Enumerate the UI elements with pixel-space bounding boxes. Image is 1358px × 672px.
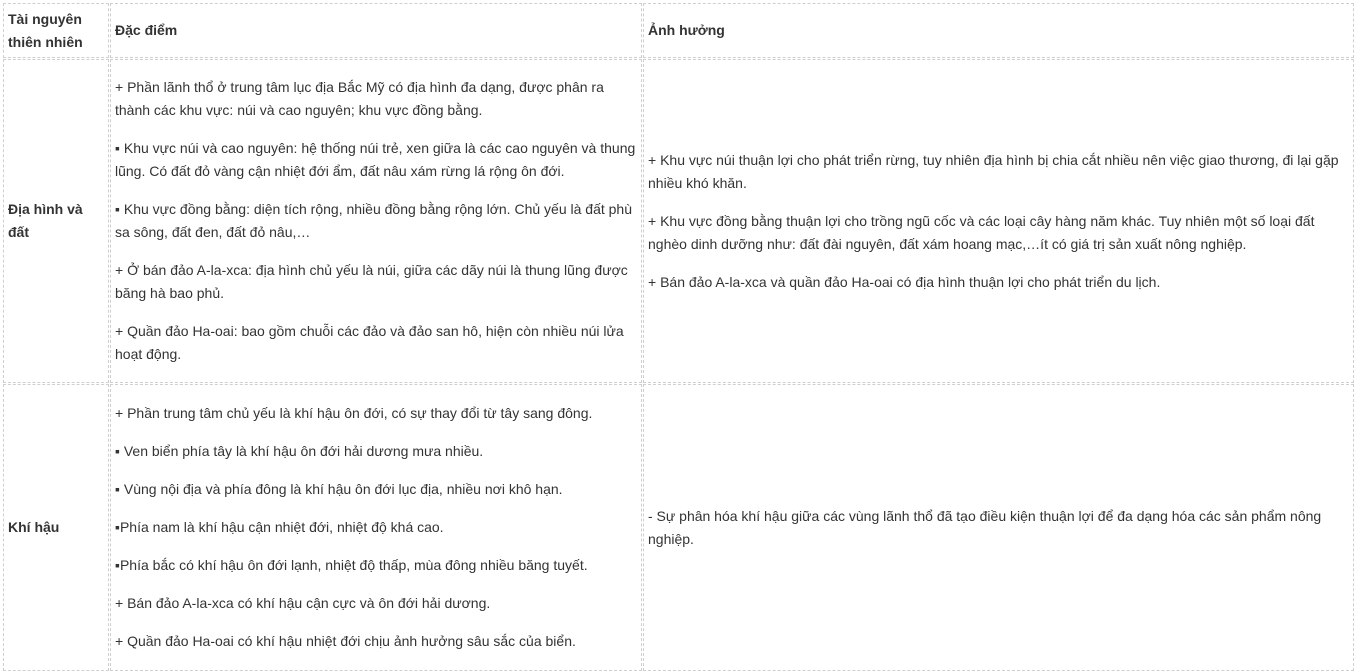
feature-paragraph: ▪ Khu vực núi và cao nguyên: hệ thống núi trẻ, xen giữa là các cao nguyên và thung lũng. Có đất đỏ vàng cận nhiệt đới ẩm, đất nâu xám rừng lá rộng ôn đới. [115,140,636,179]
feature-paragraph: + Quần đảo Ha-oai: bao gồm chuỗi các đảo và đảo san hô, hiện còn nhiều núi lửa hoạt động. [115,323,624,362]
table-row [3,59,1354,383]
feature-paragraph: + Bán đảo A-la-xca có khí hậu cận cực và ôn đới hải dương. [115,595,491,611]
impact-paragraph: + Bán đảo A-la-xca và quần đảo Ha-oai có địa hình thuận lợi cho phát triển du lịch. [648,273,1161,290]
cell-terrain-impacts [643,59,1354,383]
feature-paragraph: ▪ Ven biển phía tây là khí hậu ôn đới hải dương mưa nhiều. [115,443,484,459]
feature-paragraph: ▪ Vùng nội địa và phía đông là khí hậu ôn đới lục địa, nhiều nơi khô hạn. [115,481,563,497]
feature-paragraph: + Phần trung tâm chủ yếu là khí hậu ôn đới, có sự thay đổi từ tây sang đông. [115,405,593,421]
row-name-climate: Khí hậu [3,384,109,671]
header-impacts: Ảnh hưởng [643,3,1354,58]
feature-paragraph: + Ở bán đảo A-la-xca: địa hình chủ yếu là núi, giữa các dãy núi là thung lũng được băng hà bao phủ. [115,262,628,301]
table-row [3,384,1354,671]
header-features: Đặc điểm [110,3,642,58]
feature-paragraph: ▪Phía nam là khí hậu cận nhiệt đới, nhiệt độ khá cao. [115,519,444,535]
cell-terrain-features [110,59,642,383]
header-resource: Tài nguyên thiên nhiên [3,3,109,58]
impact-paragraph: + Khu vực núi thuận lợi cho phát triển rừng, tuy nhiên địa hình bị chia cắt nhiều nên việc giao thương, đi lại gặp nhiều khó khăn. [648,151,1339,191]
content-area [2,2,1355,672]
cell-climate-features [110,384,642,671]
impact-paragraph: + Khu vực đồng bằng thuận lợi cho trồng ngũ cốc và các loại cây hàng năm khác. Tuy nhiên một số loại đất nghèo dinh dưỡng như: đất đài nguyên, đất xám hoang mạc,…ít có giá trị sản xuất nông nghiệp. [648,212,1315,252]
table-header-row [3,3,1354,58]
feature-paragraph: ▪Phía bắc có khí hậu ôn đới lạnh, nhiệt độ thấp, mùa đông nhiều băng tuyết. [115,557,588,573]
natural-resources-table [2,2,1355,672]
cell-climate-impacts [643,384,1354,671]
impact-paragraph: - Sự phân hóa khí hậu giữa các vùng lãnh thổ đã tạo điều kiện thuận lợi để đa dạng hóa các sản phẩm nông nghiệp. [648,507,1322,547]
feature-paragraph: + Quần đảo Ha-oai có khí hậu nhiệt đới chịu ảnh hưởng sâu sắc của biển. [115,633,576,649]
row-name-terrain: Địa hình và đất [3,59,109,383]
feature-paragraph: ▪ Khu vực đồng bằng: diện tích rộng, nhiều đồng bằng rộng lớn. Chủ yếu là đất phù sa sông, đất đen, đất đỏ nâu,… [115,201,632,240]
feature-paragraph: + Phần lãnh thổ ở trung tâm lục địa Bắc Mỹ có địa hình đa dạng, được phân ra thành các khu vực: núi và cao nguyên; khu vực đồng bằng. [115,79,604,118]
